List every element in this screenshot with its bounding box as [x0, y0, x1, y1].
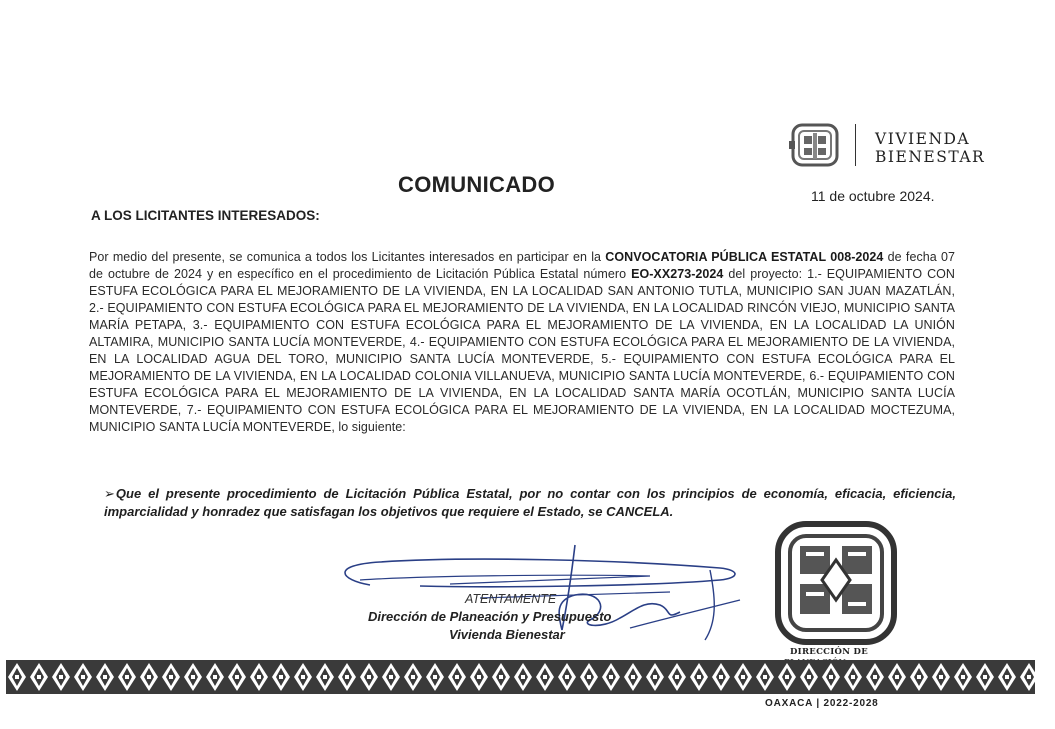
signature-block [300, 540, 780, 655]
resolution-paragraph [104, 485, 956, 520]
footer-text: OAXACA | 2022-2028 [765, 698, 879, 709]
logo-divider [855, 124, 856, 166]
logo-line-vivienda: VIVIENDA [875, 130, 971, 148]
addressee: A LOS LICITANTES INTERESADOS: [91, 208, 320, 223]
body-procedure-number: EO-XX273-2024 [631, 267, 724, 281]
vivienda-bienestar-emblem-icon [789, 121, 841, 169]
body-paragraph [89, 249, 955, 436]
body-convocatoria: CONVOCATORIA PÚBLICA ESTATAL 008-2024 [605, 250, 884, 264]
document-date: 11 de octubre 2024. [811, 188, 935, 204]
body-date-clause: de fecha 07 de octubre de 2024 y en específico en el procedimiento de Licitación Pública Estatal número [89, 250, 955, 281]
official-stamp-icon [770, 520, 902, 655]
logo-wordmark [875, 130, 985, 166]
signature-closing: ATENTAMENTE [465, 592, 557, 606]
signature-organization: Vivienda Bienestar [449, 627, 565, 642]
logo-line-bienestar: BIENESTAR [875, 148, 986, 166]
vivienda-bienestar-logo [789, 118, 999, 172]
signature-department: Dirección de Planeación y Presupuesto [368, 609, 612, 624]
stamp-line-1: DIRECCIÓN DE [790, 647, 868, 657]
arrow-bullet-icon: ➢ [104, 486, 115, 501]
decorative-greca-border [6, 660, 1035, 694]
document-title: COMUNICADO [398, 172, 555, 197]
resolution-text: Que el presente procedimiento de Licitación Pública Estatal, por no contar con los principios de economía, eficacia, eficiencia, imparcialidad y honradez que satisfagan los objetivos que requiere el Estado, se CANCELA. [104, 486, 956, 519]
body-intro: Por medio del presente, se comunica a todos los Licitantes interesados en participar en la [89, 250, 602, 264]
body-projects: del proyecto: 1.- EQUIPAMIENTO CON ESTUFA ECOLÓGICA PARA EL MEJORAMIENTO DE LA VIVIENDA, EN LA LOCALIDAD SAN ANTONIO TUTLA, MUNICIPIO SAN JUAN MAZATLÁN, 2.- EQUIPAMIENTO CON ESTUFA ECOLÓGICA PARA EL MEJORAMIENTO DE LA VIVIENDA, EN LA LOCALIDAD RINCÓN VIEJO, MUNICIPIO SANTA MARÍA PETAPA, 3.- EQUIPAMIENTO CON ESTUFA ECOLÓGICA PARA EL MEJORAMIENTO DE LA VIVIENDA, EN LA LOCALIDAD LA UNIÓN ALTAMIRA, MUNICIPIO SANTA LUCÍA MONTEVERDE, 4.- EQUIPAMIENTO CON ESTUFA ECOLÓGICA PARA EL MEJORAMIENTO DE LA VIVIENDA, EN LA LOCALIDAD AGUA DEL TORO, MUNICIPIO SANTA LUCÍA MONTEVERDE, 5.- EQUIPAMIENTO CON ESTUFA ECOLÓGICA PARA EL MEJORAMIENTO DE LA VIVIENDA, EN LA LOCALIDAD COLONIA VILLANUEVA, MUNICIPIO SANTA LUCÍA MONTEVERDE, 6.- EQUIPAMIENTO CON ESTUFA ECOLÓGICA PARA EL MEJORAMIENTO DE LA VIVIENDA, EN LA LOCALIDAD SANTA MARÍA OCOTLÁN, MUNICIPIO SANTA LUCÍA MONTEVERDE, 7.- EQUIPAMIENTO CON ESTUFA ECOLÓGICA PARA EL MEJORAMIENTO DE LA VIVIENDA, EN LA LOCALIDAD MOCTEZUMA, MUNICIPIO SANTA LUCÍA MONTEVERDE, lo siguiente: [89, 267, 955, 434]
